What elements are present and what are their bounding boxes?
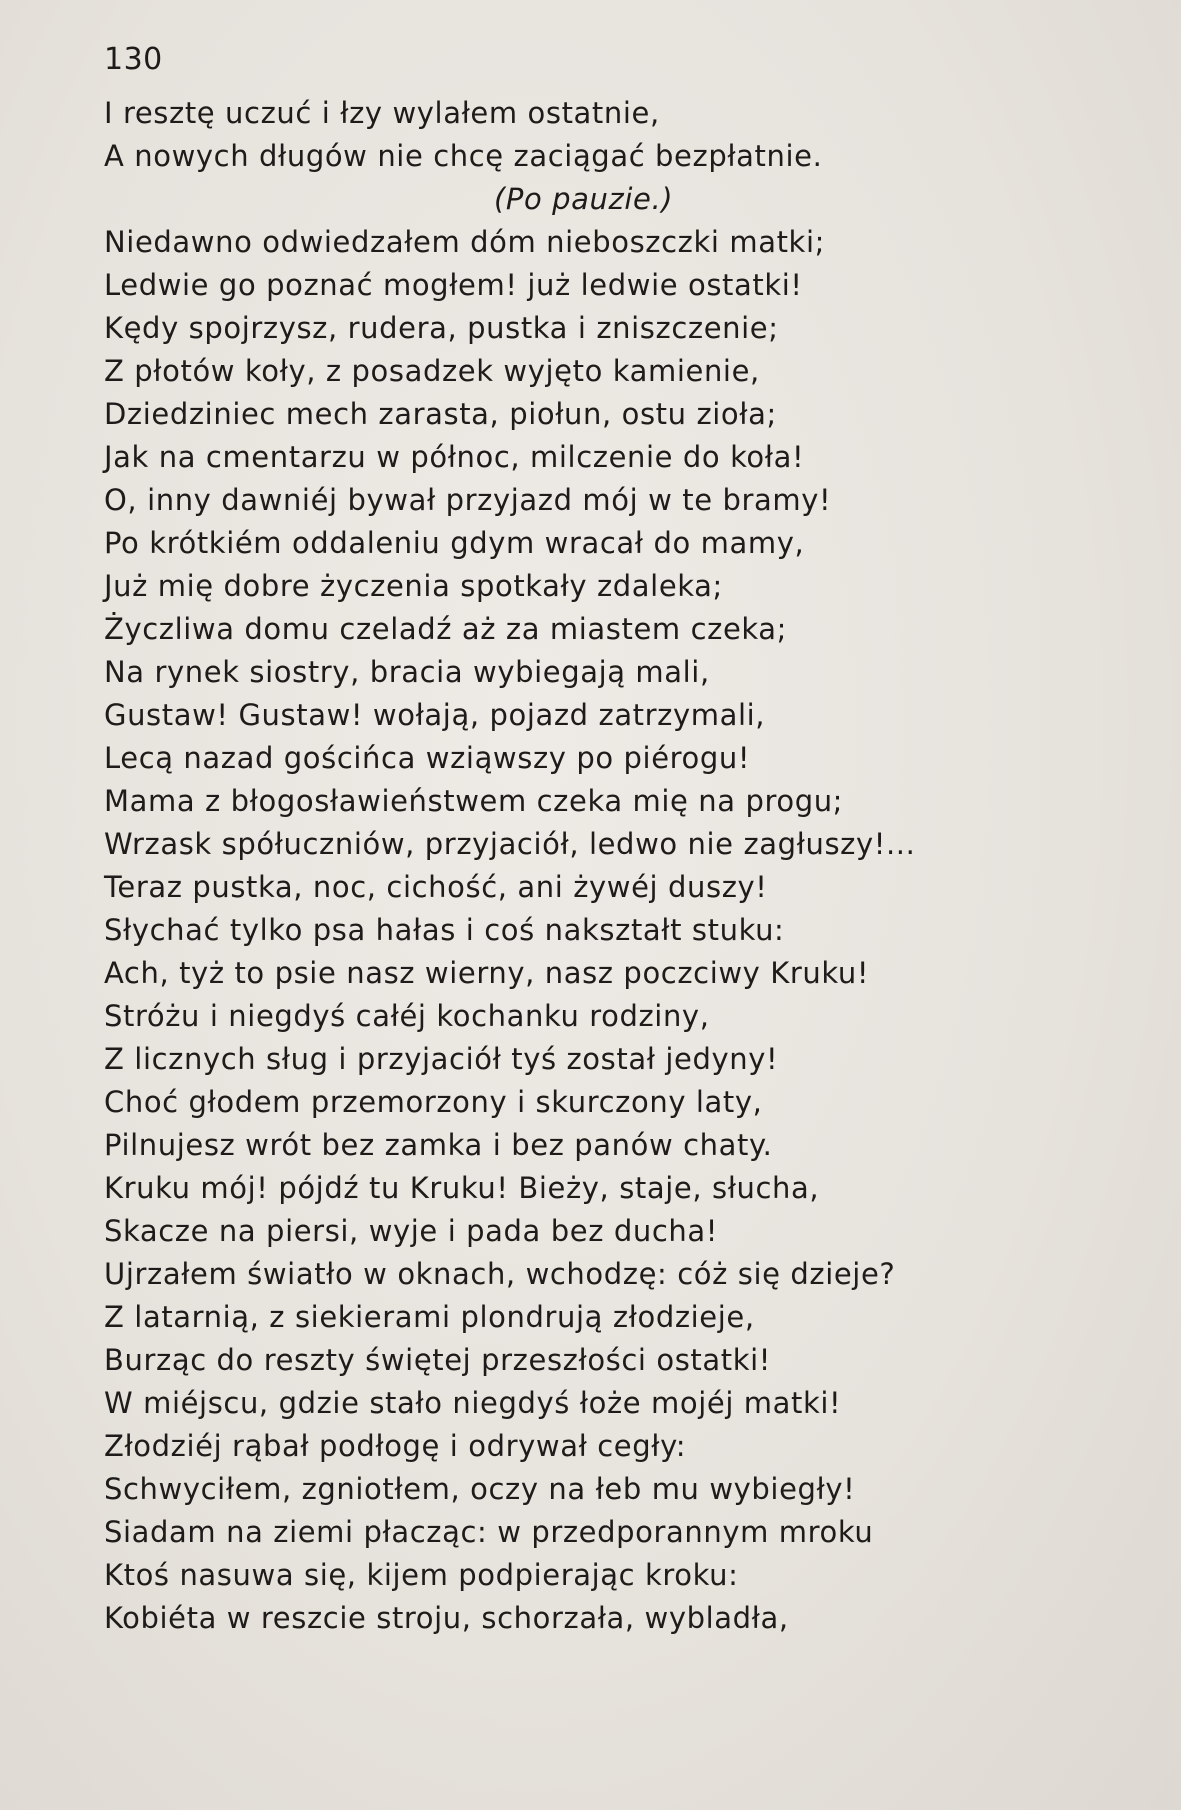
verse-line: Ledwie go poznać mogłem! już ledwie ostatki! bbox=[104, 268, 803, 302]
verse-line: A nowych długów nie chcę zaciągać bezpłatnie. bbox=[104, 139, 823, 173]
verse-line: Na rynek siostry, bracia wybiegają mali, bbox=[104, 655, 710, 689]
verse-line: Siadam na ziemi płacząc: w przedporannym mroku bbox=[104, 1515, 874, 1549]
page-number: 130 bbox=[104, 42, 163, 77]
verse-line: Wrzask spółuczniów, przyjaciół, ledwo nie zagłuszy!... bbox=[104, 827, 916, 861]
verse-line: Schwyciłem, zgniotłem, oczy na łeb mu wybiegły! bbox=[104, 1472, 856, 1506]
verse-line: W miéjscu, gdzie stało niegdyś łoże mojéj matki! bbox=[104, 1386, 842, 1420]
verse-line: Skacze na piersi, wyje i pada bez ducha! bbox=[104, 1214, 718, 1248]
verse-line: Życzliwa domu czeladź aż za miastem czeka; bbox=[104, 612, 788, 646]
verse-line: Jak na cmentarzu w północ, milczenie do koła! bbox=[104, 440, 805, 474]
stage-direction: (Po pauzie.) bbox=[494, 182, 674, 216]
verse-line: Z płotów koły, z posadzek wyjęto kamienie, bbox=[104, 354, 760, 388]
verse-line: Gustaw! Gustaw! wołają, pojazd zatrzymali, bbox=[104, 698, 766, 732]
verse-line: Pilnujesz wrót bez zamka i bez panów chaty. bbox=[104, 1128, 773, 1162]
verse-line: Złodziéj rąbał podłogę i odrywał cegły: bbox=[104, 1429, 687, 1463]
verse-line: Słychać tylko psa hałas i coś nakształt stuku: bbox=[104, 913, 785, 947]
verse-line: I resztę uczuć i łzy wylałem ostatnie, bbox=[104, 96, 660, 130]
verse-line: Burząc do reszty świętej przeszłości ostatki! bbox=[104, 1343, 772, 1377]
verse-line: Teraz pustka, noc, cichość, ani żywéj duszy! bbox=[104, 870, 768, 904]
verse-line: Z licznych sług i przyjaciół tyś został jedyny! bbox=[104, 1042, 779, 1076]
poem-verse bbox=[104, 92, 1104, 1640]
verse-line: Dziedziniec mech zarasta, piołun, ostu zioła; bbox=[104, 397, 777, 431]
verse-line: Kobiéta w reszcie stroju, schorzała, wybladła, bbox=[104, 1601, 789, 1635]
verse-line: Choć głodem przemorzony i skurczony laty, bbox=[104, 1085, 763, 1119]
verse-line: Po krótkiém oddaleniu gdym wracał do mamy, bbox=[104, 526, 805, 560]
verse-line: Ktoś nasuwa się, kijem podpierając kroku: bbox=[104, 1558, 739, 1592]
verse-line: O, inny dawniéj bywał przyjazd mój w te bramy! bbox=[104, 483, 832, 517]
verse-line: Lecą nazad gościńca wziąwszy po piérogu! bbox=[104, 741, 751, 775]
verse-line: Kruku mój! pójdź tu Kruku! Bieży, staje, słucha, bbox=[104, 1171, 820, 1205]
verse-line: Ach, tyż to psie nasz wierny, nasz poczciwy Kruku! bbox=[104, 956, 870, 990]
verse-line: Z latarnią, z siekierami plondrują złodzieje, bbox=[104, 1300, 755, 1334]
verse-line: Mama z błogosławieństwem czeka mię na progu; bbox=[104, 784, 844, 818]
verse-line: Kędy spojrzysz, rudera, pustka i zniszczenie; bbox=[104, 311, 779, 345]
verse-line: Już mię dobre życzenia spotkały zdaleka; bbox=[104, 569, 723, 603]
verse-line: Niedawno odwiedzałem dóm nieboszczki matki; bbox=[104, 225, 825, 259]
verse-line: Stróżu i niegdyś całéj kochanku rodziny, bbox=[104, 999, 710, 1033]
verse-line: Ujrzałem światło w oknach, wchodzę: cóż się dzieje? bbox=[104, 1257, 896, 1291]
